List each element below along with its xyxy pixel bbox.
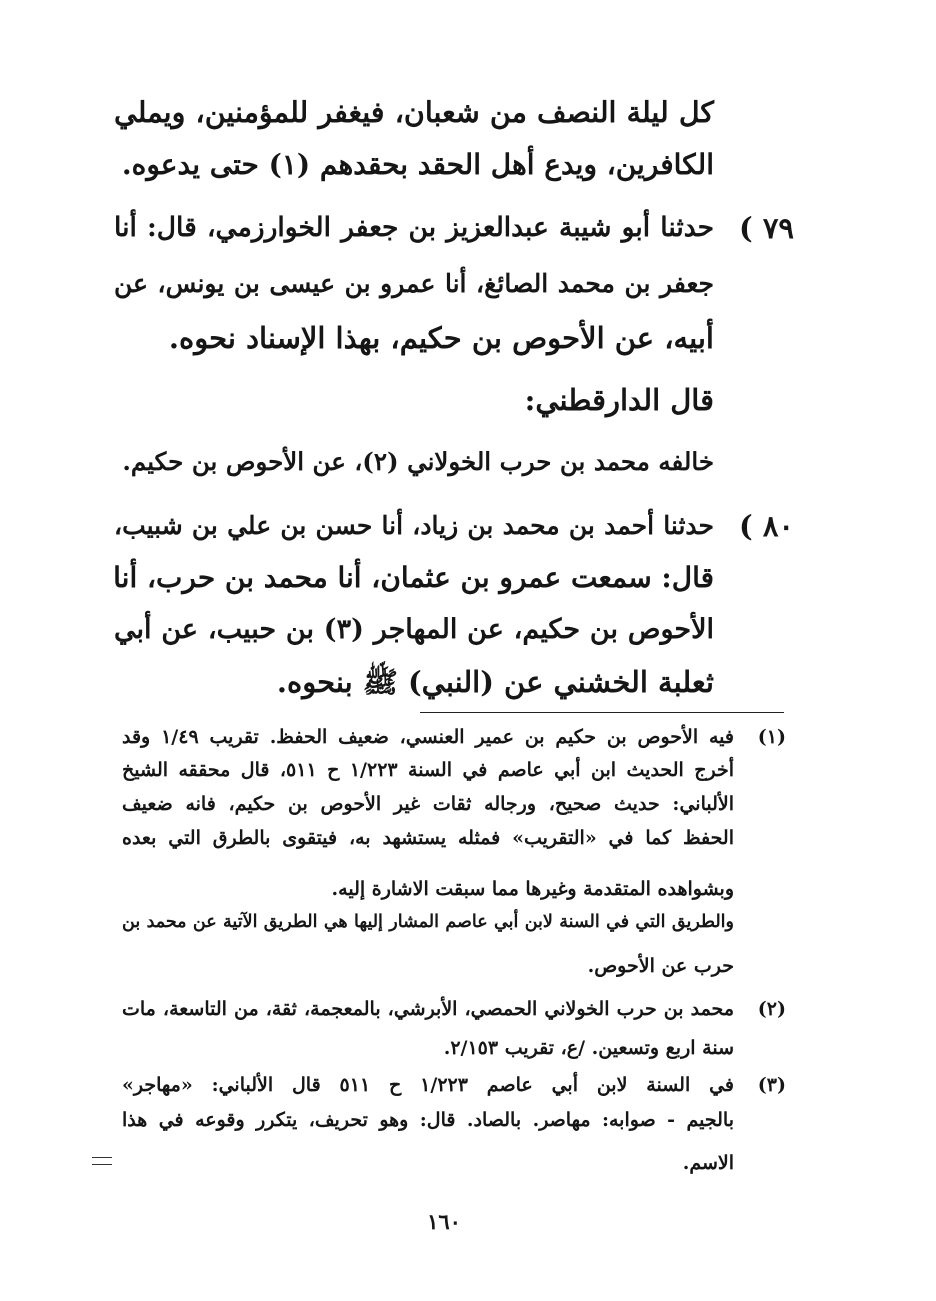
footnote-2-line-1: محمد بن حرب الخولاني الحمصي، الأبرشي، بالمعجمة، ثقة، من التاسعة، مات bbox=[122, 998, 734, 1020]
footnote-2-line-2: سنة اربع وتسعين. /ع، تقريب ٢/١٥٣. bbox=[443, 1037, 734, 1059]
hadith-79-line-1: حدثنا أبو شيبة عبدالعزيز بن جعفر الخوارزمي، قال: أنا bbox=[114, 212, 714, 243]
footnote-3-line-3: الاسم. bbox=[682, 1152, 734, 1174]
footnote-1-line-3: الألباني: حديث صحيح، ورجاله ثقات غير الأحوص بن حكيم، فانه ضعيف bbox=[122, 793, 734, 815]
hadith-80-line-1: حدثنا أحمد بن محمد بن زياد، أنا حسن بن علي بن شبيب، bbox=[114, 511, 714, 540]
hadith-80-number: ٨٠ ) bbox=[739, 509, 794, 543]
footnote-1-line-6: والطريق التي في السنة لابن أبي عاصم المشار إليها هي الطريق الآتية عن محمد بن bbox=[122, 912, 734, 932]
hadith-80-line-3: الأحوص بن حكيم، عن المهاجر (٣) بن حبيب، عن أبي bbox=[114, 614, 715, 645]
hadith-79-line-2: جعفر بن محمد الصائغ، أنا عمرو بن عيسى بن يونس، عن bbox=[114, 269, 714, 298]
hadith-80-line-2: قال: سمعت عمرو بن عثمان، أنا محمد بن حرب، أنا bbox=[113, 561, 714, 594]
hadith-intro-line-2: الكافرين، ويدع أهل الحقد بحقدهم (١) حتى يدعوه. bbox=[121, 148, 714, 181]
daraqutni-comment: خالفه محمد بن حرب الخولاني (٢)، عن الأحوص بن حكيم. bbox=[122, 447, 714, 476]
footnote-1-line-2: أخرج الحديث ابن أبي عاصم في السنة ١/٢٢٣ ح ٥١١، قال محققه الشيخ bbox=[122, 759, 734, 781]
hadith-intro-line-1: كل ليلة النصف من شعبان، فيغفر للمؤمنين، ويملي bbox=[114, 95, 714, 129]
footnote-3-number: (٣) bbox=[757, 1074, 786, 1096]
hadith-79-line-3: أبيه، عن الأحوص بن حكيم، بهذا الإسناد نحوه. bbox=[168, 321, 714, 355]
footnote-separator bbox=[420, 712, 784, 713]
page-number: ١٦٠ bbox=[427, 1209, 461, 1234]
footnote-1-line-1: فيه الأحوص بن حكيم بن عمير العنسي، ضعيف الحفظ. تقريب ١/٤٩ وقد bbox=[122, 726, 734, 748]
footnote-3-line-1: في السنة لابن أبي عاصم ١/٢٢٣ ح ٥١١ قال الألباني: «مهاجر» bbox=[122, 1074, 735, 1096]
footnote-3-line-2: بالجيم - صوابه: مهاصر. بالصاد. قال: وهو تحريف، يتكرر وقوعه في هذا bbox=[122, 1109, 734, 1131]
footnote-1-line-5: وبشواهده المتقدمة وغيرها مما سبقت الاشارة إليه. bbox=[331, 878, 734, 900]
footnote-1-number: (١) bbox=[757, 726, 786, 748]
footnote-1-line-4: الحفظ كما في «التقريب» فمثله يستشهد به، فيتقوى بالطرق التي بعده bbox=[122, 827, 734, 849]
footnote-1-line-7: حرب عن الأحوص. bbox=[587, 955, 734, 977]
section-heading-daraqutni: قال الدارقطني: bbox=[524, 383, 714, 417]
margin-continuation-mark bbox=[92, 1157, 112, 1165]
hadith-80-line-4: ثعلبة الخشني عن (النبي) ﷺ بنحوه. bbox=[276, 665, 714, 699]
hadith-79-number: ٧٩ ) bbox=[739, 211, 794, 245]
footnote-2-number: (٢) bbox=[757, 998, 786, 1020]
